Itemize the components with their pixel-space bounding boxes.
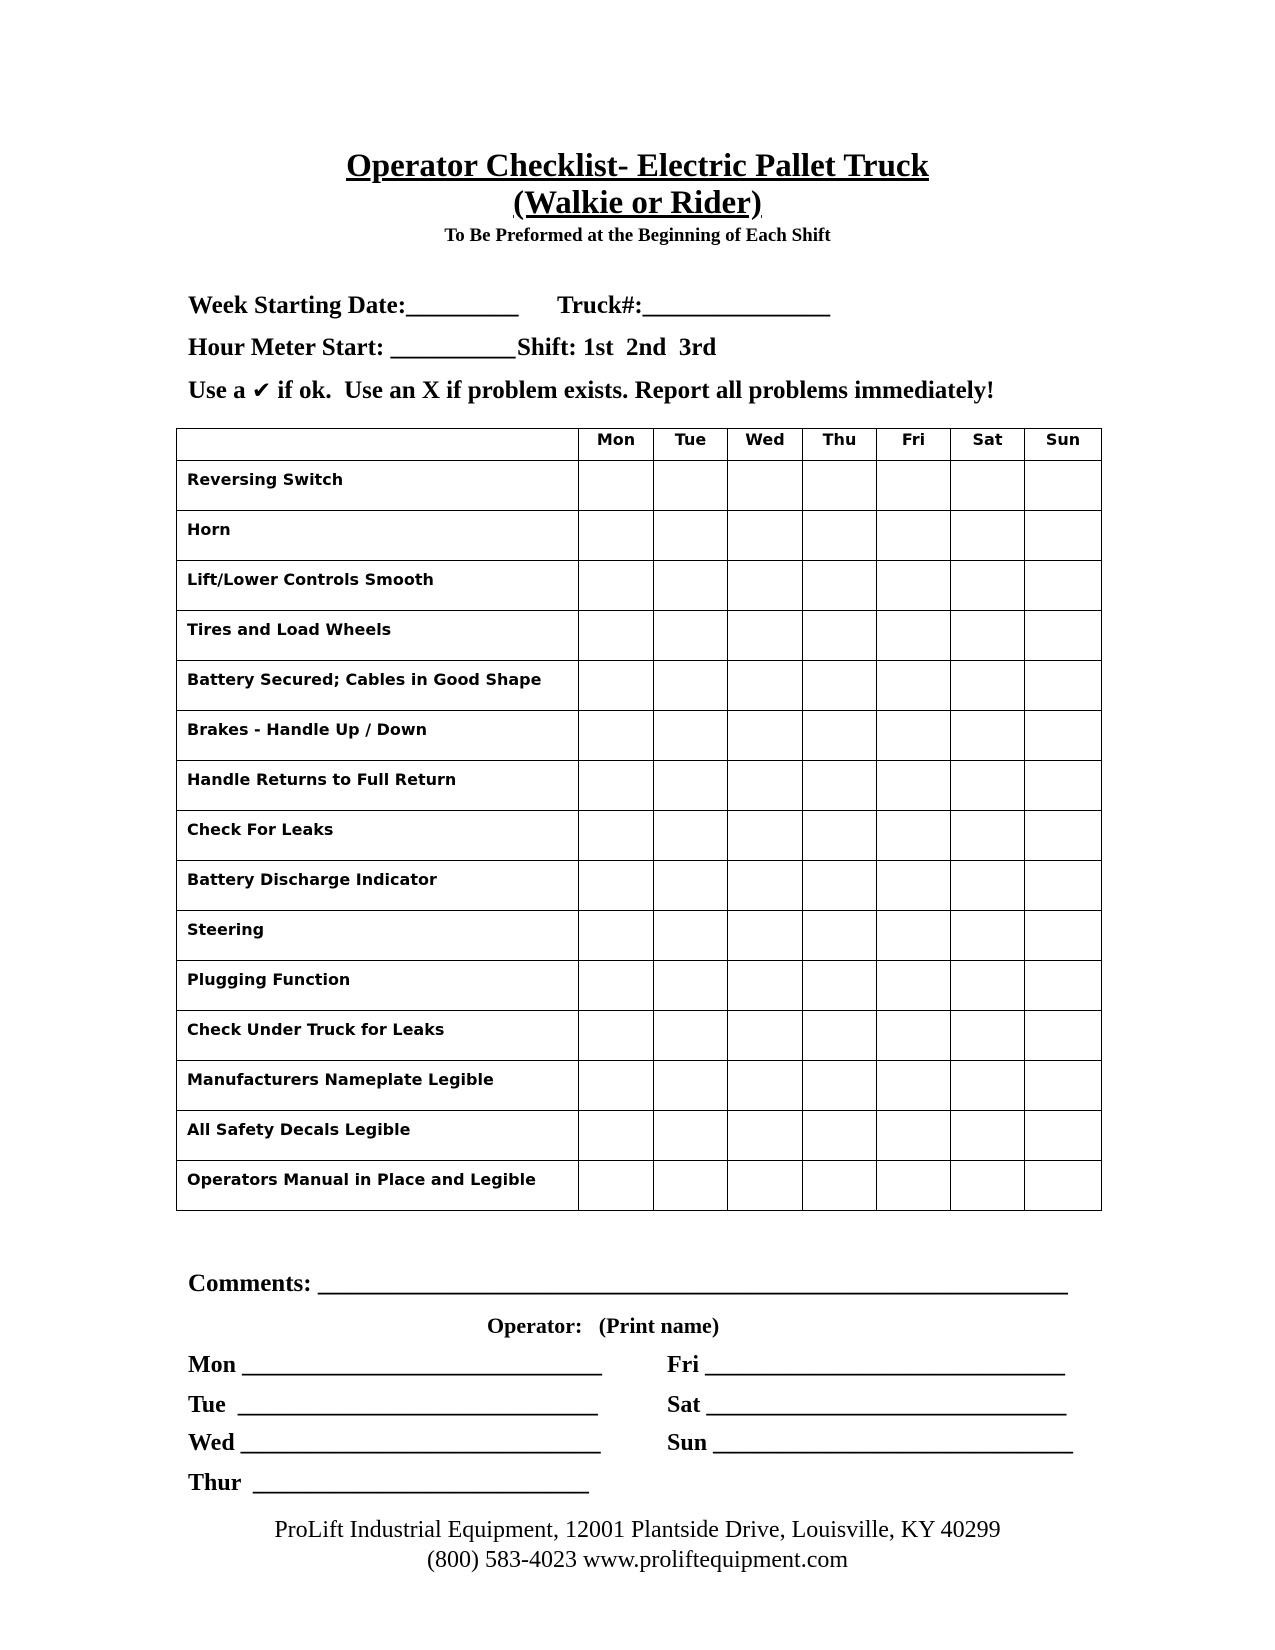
shift-selection: Shift: 1st 2nd 3rd <box>517 334 717 361</box>
check-cell <box>579 1011 654 1061</box>
check-cell <box>728 811 803 861</box>
checklist-row <box>177 611 1102 661</box>
check-cell <box>877 661 951 711</box>
check-cell <box>877 1011 951 1061</box>
checklist-item-label: Tires and Load Wheels <box>177 611 579 661</box>
checklist-item-label: Horn <box>177 511 579 561</box>
check-cell <box>877 761 951 811</box>
check-cell <box>877 1161 951 1211</box>
check-cell <box>877 1111 951 1161</box>
check-cell <box>951 811 1025 861</box>
checklist-item-label: Check For Leaks <box>177 811 579 861</box>
check-cell <box>654 861 728 911</box>
checklist-row <box>177 761 1102 811</box>
instructions <box>188 377 995 405</box>
check-cell <box>654 1111 728 1161</box>
checkmark-icon: ✔ <box>251 378 272 404</box>
operator-signature-thur: Thur ____________________________ <box>188 1470 589 1496</box>
check-cell <box>728 1061 803 1111</box>
check-cell <box>728 1161 803 1211</box>
check-cell <box>579 511 654 561</box>
check-cell <box>654 761 728 811</box>
check-cell <box>877 811 951 861</box>
check-cell <box>579 711 654 761</box>
instructions-prefix: Use a <box>188 377 252 404</box>
check-cell <box>728 711 803 761</box>
check-cell <box>877 461 951 511</box>
checklist-row <box>177 711 1102 761</box>
check-cell <box>803 1061 877 1111</box>
check-cell <box>654 511 728 561</box>
document-header <box>0 148 1275 248</box>
check-cell <box>803 1111 877 1161</box>
check-cell <box>1025 461 1102 511</box>
check-cell <box>951 511 1025 561</box>
check-cell <box>803 961 877 1011</box>
check-cell <box>877 1061 951 1111</box>
day-column-header: Thu <box>803 429 877 461</box>
checklist-item-label: Operators Manual in Place and Legible <box>177 1161 579 1211</box>
check-cell <box>728 861 803 911</box>
check-cell <box>803 611 877 661</box>
check-cell <box>803 661 877 711</box>
check-cell <box>951 461 1025 511</box>
check-cell <box>654 911 728 961</box>
check-cell <box>1025 1011 1102 1061</box>
check-cell <box>579 861 654 911</box>
check-cell <box>1025 611 1102 661</box>
item-column-header <box>177 429 579 461</box>
check-cell <box>728 561 803 611</box>
checklist-table <box>176 428 1102 1211</box>
check-cell <box>951 1011 1025 1061</box>
check-cell <box>1025 1161 1102 1211</box>
week-starting-date-field: Week Starting Date:_________ <box>188 292 519 319</box>
checklist-row <box>177 1011 1102 1061</box>
checklist-item-label: Manufacturers Nameplate Legible <box>177 1061 579 1111</box>
checklist-row <box>177 961 1102 1011</box>
operator-signature-mon: Mon ______________________________ <box>188 1352 602 1378</box>
check-cell <box>579 961 654 1011</box>
check-cell <box>654 1061 728 1111</box>
checklist-row <box>177 461 1102 511</box>
check-cell <box>951 911 1025 961</box>
checklist-row <box>177 1061 1102 1111</box>
check-cell <box>654 1011 728 1061</box>
check-cell <box>877 561 951 611</box>
check-cell <box>728 961 803 1011</box>
check-cell <box>877 511 951 561</box>
check-cell <box>654 611 728 661</box>
check-cell <box>803 1161 877 1211</box>
checklist-row <box>177 861 1102 911</box>
operator-signature-tue: Tue ______________________________ <box>188 1392 598 1418</box>
check-cell <box>654 561 728 611</box>
operator-print-name-heading: Operator: (Print name) <box>487 1313 720 1338</box>
check-cell <box>1025 811 1102 861</box>
check-cell <box>951 1111 1025 1161</box>
check-cell <box>579 1111 654 1161</box>
check-cell <box>1025 511 1102 561</box>
checklist-item-label: Lift/Lower Controls Smooth <box>177 561 579 611</box>
check-cell <box>654 461 728 511</box>
check-cell <box>728 661 803 711</box>
instructions-suffix: if ok. Use an X if problem exists. Report all problems immediately! <box>271 377 995 404</box>
check-cell <box>951 711 1025 761</box>
check-cell <box>1025 661 1102 711</box>
check-cell <box>579 611 654 661</box>
check-cell <box>803 761 877 811</box>
checklist-item-label: Battery Discharge Indicator <box>177 861 579 911</box>
day-column-header: Wed <box>728 429 803 461</box>
check-cell <box>579 461 654 511</box>
day-column-header: Mon <box>579 429 654 461</box>
check-cell <box>803 461 877 511</box>
day-column-header: Tue <box>654 429 728 461</box>
day-column-header: Fri <box>877 429 951 461</box>
checklist-item-label: Battery Secured; Cables in Good Shape <box>177 661 579 711</box>
check-cell <box>654 1161 728 1211</box>
check-cell <box>951 861 1025 911</box>
check-cell <box>728 1011 803 1061</box>
check-cell <box>728 511 803 561</box>
check-cell <box>803 911 877 961</box>
day-column-header: Sun <box>1025 429 1102 461</box>
check-cell <box>579 1061 654 1111</box>
check-cell <box>951 1161 1025 1211</box>
footer-contact: (800) 583-4023 www.proliftequipment.com <box>426 1547 849 1573</box>
check-cell <box>803 1011 877 1061</box>
check-cell <box>728 911 803 961</box>
check-cell <box>728 761 803 811</box>
check-cell <box>803 711 877 761</box>
checklist-row <box>177 911 1102 961</box>
checklist-row <box>177 561 1102 611</box>
checklist-item-label: Handle Returns to Full Return <box>177 761 579 811</box>
checklist-item-label: Plugging Function <box>177 961 579 1011</box>
check-cell <box>1025 961 1102 1011</box>
check-cell <box>877 961 951 1011</box>
checklist-item-label: Steering <box>177 911 579 961</box>
checklist-item-label: Reversing Switch <box>177 461 579 511</box>
title-line-1: Operator Checklist- Electric Pallet Truck <box>346 148 929 184</box>
check-cell <box>579 811 654 861</box>
check-cell <box>1025 761 1102 811</box>
check-cell <box>579 561 654 611</box>
check-cell <box>877 911 951 961</box>
check-cell <box>877 711 951 761</box>
check-cell <box>1025 861 1102 911</box>
company-footer <box>0 1515 1275 1575</box>
check-cell <box>654 661 728 711</box>
check-cell <box>654 811 728 861</box>
check-cell <box>1025 711 1102 761</box>
check-cell <box>951 761 1025 811</box>
check-cell <box>877 611 951 661</box>
checklist-row <box>177 1111 1102 1161</box>
comments-field: Comments: ____________________________________________________________ <box>188 1270 1068 1297</box>
subtitle: To Be Preformed at the Beginning of Each Shift <box>444 225 831 246</box>
check-cell <box>803 561 877 611</box>
check-cell <box>951 561 1025 611</box>
check-cell <box>951 961 1025 1011</box>
check-cell <box>951 1061 1025 1111</box>
checklist-row <box>177 661 1102 711</box>
check-cell <box>654 711 728 761</box>
check-cell <box>1025 561 1102 611</box>
day-column-header: Sat <box>951 429 1025 461</box>
check-cell <box>877 861 951 911</box>
title-line-2: (Walkie or Rider) <box>513 185 762 221</box>
check-cell <box>803 511 877 561</box>
check-cell <box>803 861 877 911</box>
checklist-item-label: Brakes - Handle Up / Down <box>177 711 579 761</box>
operator-signature-fri: Fri ______________________________ <box>667 1352 1065 1378</box>
check-cell <box>728 611 803 661</box>
checklist-item-label: All Safety Decals Legible <box>177 1111 579 1161</box>
operator-signature-wed: Wed ______________________________ <box>188 1430 601 1456</box>
check-cell <box>579 1161 654 1211</box>
check-cell <box>728 1111 803 1161</box>
operator-signature-sat: Sat ______________________________ <box>667 1392 1067 1418</box>
check-cell <box>579 911 654 961</box>
check-cell <box>579 661 654 711</box>
check-cell <box>1025 1061 1102 1111</box>
checklist-item-label: Check Under Truck for Leaks <box>177 1011 579 1061</box>
footer-address: ProLift Industrial Equipment, 12001 Plantside Drive, Louisville, KY 40299 <box>274 1517 1001 1543</box>
check-cell <box>654 961 728 1011</box>
checklist-header-row <box>177 429 1102 461</box>
check-cell <box>1025 911 1102 961</box>
truck-number-field: Truck#:_______________ <box>557 292 831 319</box>
operator-signature-sun: Sun ______________________________ <box>667 1430 1074 1456</box>
hour-meter-start-field: Hour Meter Start: __________ <box>188 334 516 361</box>
check-cell <box>1025 1111 1102 1161</box>
check-cell <box>951 611 1025 661</box>
check-cell <box>803 811 877 861</box>
check-cell <box>951 661 1025 711</box>
checklist-row <box>177 511 1102 561</box>
checklist-row <box>177 811 1102 861</box>
checklist-row <box>177 1161 1102 1211</box>
check-cell <box>579 761 654 811</box>
check-cell <box>728 461 803 511</box>
